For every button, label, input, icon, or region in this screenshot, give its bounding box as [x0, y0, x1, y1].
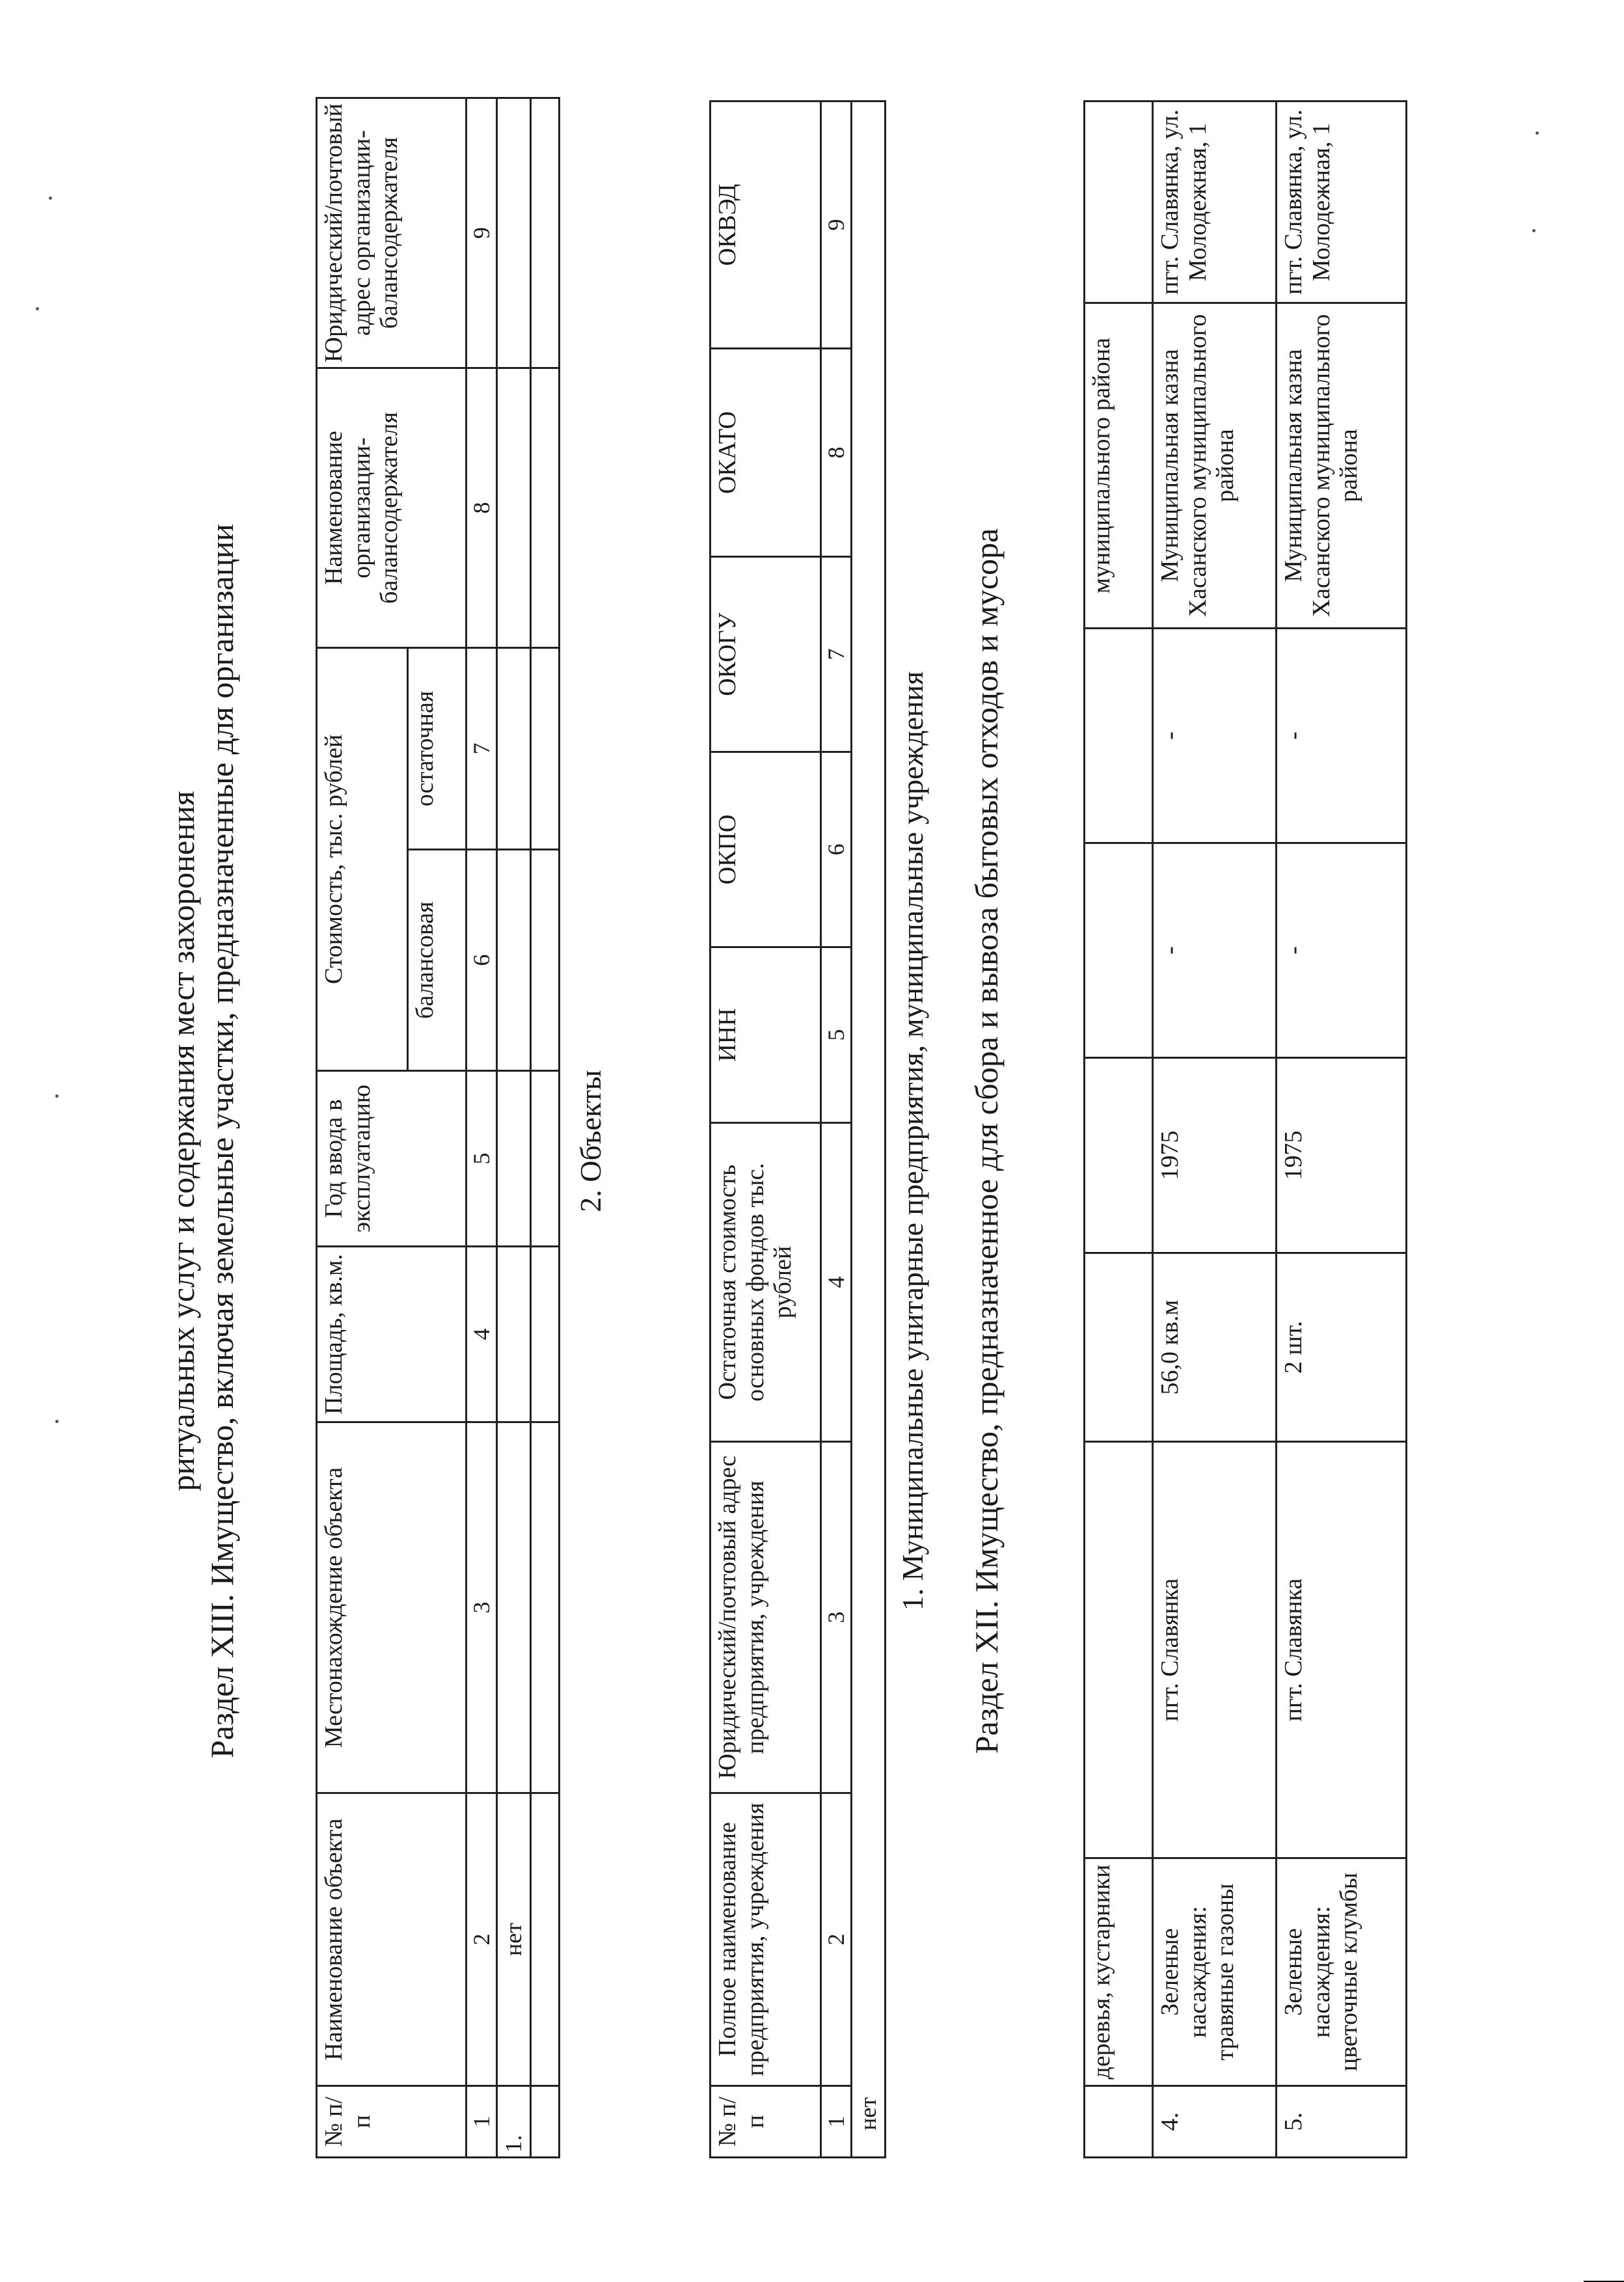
table-cell [530, 2086, 559, 2158]
column-number-row [821, 102, 852, 2158]
column-number: 3 [821, 1442, 852, 1793]
column-number: 6 [467, 850, 497, 1071]
table-cell [497, 1247, 530, 1422]
holder-address: пгт. Славянка, ул. Молодежная, 1 [1277, 102, 1407, 303]
table-row [852, 102, 885, 2158]
table-cell [530, 98, 559, 368]
table-header-row [710, 102, 821, 2158]
header-cell: Юридический/почтовый адрес организации-балансодержателя [317, 98, 467, 368]
table-cell [530, 1422, 559, 1793]
header-cell: № п/п [317, 2086, 467, 2158]
section-12-subtitle: 1. Муниципальные унитарные предприятия, муниципальные учреждения [896, 671, 929, 1611]
header-cell: Остаточная стоимость основных фондов тыс. рублей [710, 1123, 821, 1442]
object-name: нет [497, 1793, 530, 2086]
header-cell: Стоимость, тыс. рублей [317, 647, 408, 1070]
header-cell: ОКОГУ [710, 557, 821, 752]
table-row [530, 98, 559, 2157]
column-number: 5 [467, 1071, 497, 1247]
column-number: 4 [821, 1123, 852, 1442]
table-row [497, 98, 530, 2157]
scan-speck [55, 1420, 59, 1423]
table-cell [530, 368, 559, 647]
row-number: 5. [1277, 2086, 1407, 2158]
scan-speck [36, 307, 39, 310]
row-number: 4. [1153, 2086, 1277, 2158]
header-cell: Юридический/почтовый адрес предприятия, учреждения [710, 1442, 821, 1793]
column-number: 2 [467, 1793, 497, 2086]
object-quantity [1085, 1253, 1153, 1442]
object-location [1085, 1442, 1153, 1858]
header-cell: Наименование организации-балансодержателя [317, 368, 467, 647]
holder-address [1085, 102, 1153, 303]
column-number: 9 [821, 102, 852, 349]
header-cell: ОКАТО [710, 349, 821, 557]
commission-year: 1975 [1277, 1058, 1407, 1253]
empty-row-text: нет [852, 102, 885, 2158]
table-cell [530, 1071, 559, 1247]
residual-cost [1085, 629, 1153, 843]
column-number: 4 [467, 1247, 497, 1422]
residual-cost: - [1153, 629, 1277, 843]
column-number: 3 [467, 1422, 497, 1793]
table-cell [530, 1247, 559, 1422]
balance-cost: - [1277, 843, 1407, 1058]
balance-cost [1085, 843, 1153, 1058]
row-number [1085, 2086, 1153, 2158]
scan-speck [1536, 131, 1539, 135]
header-cell: № п/п [710, 2086, 821, 2158]
table-row [1085, 102, 1153, 2158]
section-13-title-line-2: ритуальных услуг и содержания мест захоронения [165, 791, 201, 1491]
column-number-row [467, 98, 497, 2157]
column-number: 7 [821, 557, 852, 752]
table-cell [497, 98, 530, 368]
column-number: 1 [467, 2086, 497, 2158]
objects-subtitle: 2. Объекты [574, 1070, 607, 1212]
header-cell: Площадь, кв.м. [317, 1247, 467, 1422]
table-cell [530, 1793, 559, 2086]
commission-year: 1975 [1153, 1058, 1277, 1253]
column-number: 9 [467, 98, 497, 368]
object-quantity: 2 шт. [1277, 1253, 1407, 1442]
column-number: 7 [467, 647, 497, 849]
residual-cost: - [1277, 629, 1407, 843]
table-header-row [317, 98, 408, 2157]
object-location: пгт. Славянка [1277, 1442, 1407, 1858]
header-cell: балансовая [408, 850, 467, 1071]
header-cell: остаточная [408, 647, 467, 849]
balance-holder: Муниципальная казна Хасанского муниципального района [1153, 303, 1277, 629]
section-13-title-line-1: Раздел XIII. Имущество, включая земельные участки, предназначенные для организации [204, 524, 240, 1758]
column-number: 8 [467, 368, 497, 647]
header-cell: ИНН [710, 947, 821, 1123]
header-cell: Наименование объекта [317, 1793, 467, 2086]
scan-speck [49, 197, 52, 200]
column-number: 1 [821, 2086, 852, 2158]
scan-speck [55, 1094, 59, 1098]
unitary-enterprises-table [709, 100, 886, 2158]
holder-address: пгт. Славянка, ул. Молодежная, 1 [1153, 102, 1277, 303]
table-cell [497, 647, 530, 849]
table-row [1153, 102, 1277, 2158]
row-number: 1. [497, 2086, 530, 2158]
commission-year [1085, 1058, 1153, 1253]
balance-holder: муниципального района [1085, 303, 1153, 629]
column-number: 8 [821, 349, 852, 557]
header-cell: ОКПО [710, 752, 821, 947]
table-cell [497, 368, 530, 647]
object-name: деревья, кустарники [1085, 1858, 1153, 2086]
balance-holder: Муниципальная казна Хасанского муниципального района [1277, 303, 1407, 629]
object-location: пгт. Славянка [1153, 1442, 1277, 1858]
scan-speck [1532, 229, 1536, 232]
table-cell [497, 850, 530, 1071]
table-cell [530, 647, 559, 849]
object-quantity: 56,0 кв.м [1153, 1253, 1277, 1442]
header-cell: ОКВЭД [710, 102, 821, 349]
table-cell [497, 1422, 530, 1793]
table-cell [530, 850, 559, 1071]
green-spaces-table [1083, 100, 1407, 2158]
balance-cost: - [1153, 843, 1277, 1058]
column-number: 5 [821, 947, 852, 1123]
section-12-title: Раздел XII. Имущество, предназначенное для сбора и вывоза бытовых отходов и мусора [968, 528, 1005, 1754]
table-row [1277, 102, 1407, 2158]
objects-table [316, 97, 560, 2158]
header-cell: Год ввода в эксплуатацию [317, 1071, 467, 1247]
table-cell [497, 1071, 530, 1247]
object-name: Зеленые насаждения: травяные газоны [1153, 1858, 1277, 2086]
header-cell: Полное наименование предприятия, учреждения [710, 1793, 821, 2086]
column-number: 2 [821, 1793, 852, 2086]
header-cell: Местонахождение объекта [317, 1422, 467, 1793]
object-name: Зеленые насаждения: цветочные клумбы [1277, 1858, 1407, 2086]
column-number: 6 [821, 752, 852, 947]
